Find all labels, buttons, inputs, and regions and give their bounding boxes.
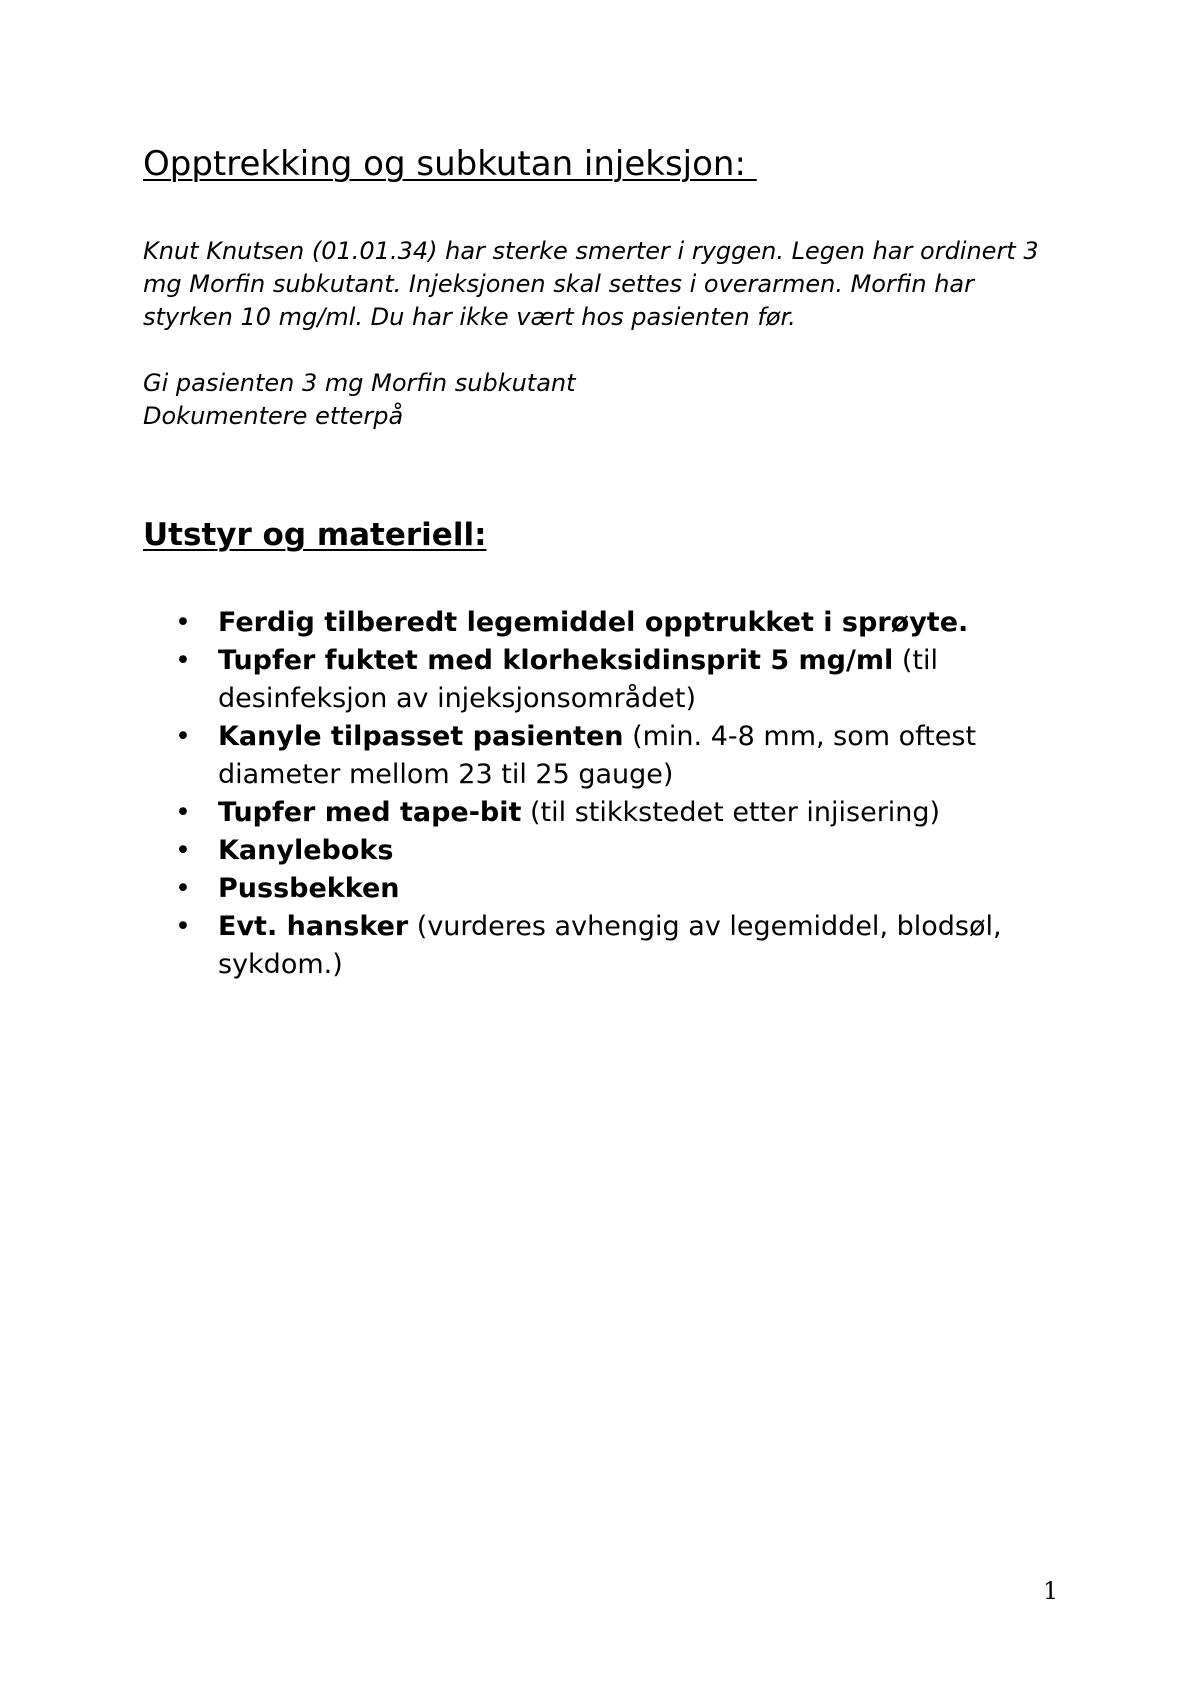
equipment-item-name: Ferdig tilberedt legemiddel opptrukket i sprøyte. [218,607,969,638]
equipment-item-name: Kanyleboks [218,835,394,866]
bullet-icon: • [175,911,191,942]
task-list [143,367,576,433]
task-item: Gi pasienten 3 mg Morfin subkutant [143,369,576,397]
equipment-item [175,604,1075,642]
document-title: Opptrekking og subkutan injeksjon: [143,144,757,184]
equipment-item [175,642,1075,718]
equipment-list [175,604,1075,984]
equipment-item [175,718,1075,794]
equipment-item-name: Evt. hansker [218,911,409,942]
equipment-item-name: Tupfer fuktet med klorheksidinsprit 5 mg/ml [218,645,894,676]
equipment-item [175,870,1075,908]
equipment-item-name: Kanyle tilpasset pasienten [218,721,624,752]
task-item: Dokumentere etterpå [143,402,404,430]
bullet-icon: • [175,797,191,828]
bullet-icon: • [175,607,191,638]
bullet-icon: • [175,835,191,866]
equipment-item-name: Tupfer med tape-bit [218,797,522,828]
equipment-item [175,794,1075,832]
equipment-item-note: (til stikkstedet etter injisering) [521,797,941,828]
case-description: Knut Knutsen (01.01.34) har sterke smerter i ryggen. Legen har ordinert 3 mg Morfin subkutant. Injeksjonen skal settes i overarmen. Morfin har styrken 10 mg/ml. Du har ikke vært hos pasienten før. [143,237,1039,331]
equipment-item [175,832,1075,870]
equipment-item-note: (vurderes avhengig av legemiddel, blodsøl, sykdom.) [218,911,1002,980]
bullet-icon: • [175,721,191,752]
bullet-icon: • [175,873,191,904]
page-number: 1 [1043,1577,1059,1605]
equipment-item-name: Pussbekken [218,873,400,904]
equipment-item [175,908,1075,984]
bullet-icon: • [175,645,191,676]
equipment-heading: Utstyr og materiell: [143,517,487,553]
equipment-item-note: (til desinfeksjon av injeksjonsområdet) [218,645,938,714]
equipment-item-note: (min. 4-8 mm, som oftest diameter mellom 23 til 25 gauge) [218,721,977,790]
